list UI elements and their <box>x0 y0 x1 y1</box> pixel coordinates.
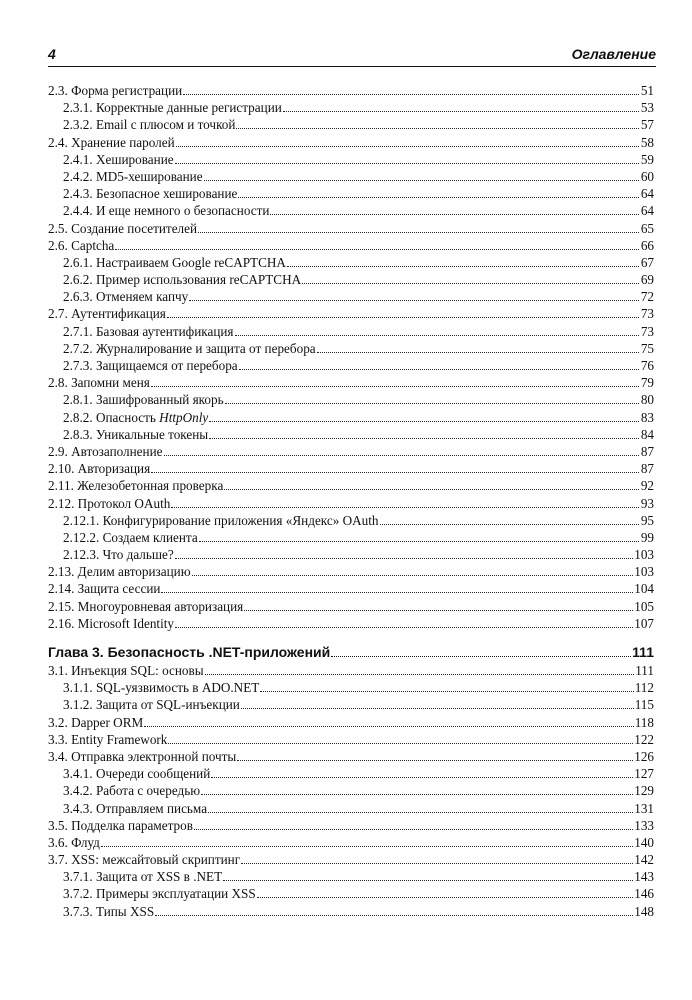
toc-page-number: 111 <box>632 644 654 660</box>
toc-entry-title: 2.7. Аутентификация <box>48 306 166 322</box>
dot-leader <box>183 93 639 95</box>
toc-entry-row <box>48 662 654 679</box>
toc-entry-title: 2.6.1. Настраиваем Google reCAPTCHA <box>63 254 286 270</box>
toc-entry-row <box>48 800 654 817</box>
toc-page-number: 53 <box>640 100 654 116</box>
table-of-contents <box>48 82 654 920</box>
dot-leader <box>260 690 633 692</box>
toc-entry-title: 3.1.2. Защита от SQL-инъекции <box>63 697 240 713</box>
toc-entry-row <box>48 374 654 391</box>
dot-leader <box>115 248 639 250</box>
dot-leader <box>164 454 639 456</box>
dot-leader <box>101 845 633 847</box>
toc-entry-row <box>48 271 654 288</box>
toc-entry-title: 2.3. Форма регистрации <box>48 83 183 98</box>
toc-entry-title: 2.14. Защита сессии <box>48 581 161 597</box>
toc-entry-title: 2.7.1. Базовая аутентификация <box>63 323 234 339</box>
toc-page-number: 103 <box>634 547 654 563</box>
toc-entry-title: 3.4.3. Отправляем письма <box>63 800 208 816</box>
dot-leader <box>331 655 631 657</box>
toc-page-number: 80 <box>640 392 654 408</box>
toc-entry-title: 2.5. Создание посетителей <box>48 220 198 236</box>
toc-page-number: 60 <box>640 168 654 184</box>
toc-entry-row <box>48 615 654 632</box>
toc-entry-title: Глава 3. Безопасность .NET-приложений <box>48 644 331 660</box>
toc-entry-row <box>48 82 654 99</box>
toc-entry-row <box>48 323 654 340</box>
dot-leader <box>205 673 635 675</box>
toc-entry-row <box>48 288 654 305</box>
dot-leader <box>224 488 639 490</box>
toc-page-number: 59 <box>640 151 654 167</box>
toc-entry-title: 2.10. Авторизация <box>48 461 151 477</box>
toc-chapter-row <box>48 642 654 662</box>
toc-entry-title: 3.7. XSS: межсайтовый скриптинг <box>48 852 241 868</box>
toc-entry-title: 2.4.2. MD5-хеширование <box>63 168 203 184</box>
toc-entry-title: 3.2. Dapper ORM <box>48 714 144 730</box>
toc-page-number: 115 <box>634 697 654 713</box>
toc-entry-row <box>48 885 654 902</box>
dot-leader <box>244 609 633 611</box>
toc-entry-title: 3.6. Флуд <box>48 834 100 850</box>
dot-leader <box>167 316 639 318</box>
dot-leader <box>235 334 639 336</box>
dot-leader <box>225 402 639 404</box>
toc-entry-title: 2.3.1. Корректные данные регистрации <box>63 100 282 116</box>
toc-entry-title: 3.4.2. Работа с очередью <box>63 783 201 799</box>
toc-entry-row <box>48 168 654 185</box>
dot-leader <box>175 626 633 628</box>
toc-entry-title: 2.8. Запомни меня <box>48 375 150 391</box>
dot-leader <box>204 179 639 181</box>
toc-page-number: 87 <box>640 461 654 477</box>
toc-entry-row <box>48 237 654 254</box>
toc-entry-title: 3.1. Инъекция SQL: основы <box>48 663 204 678</box>
toc-page-number: 67 <box>640 254 654 270</box>
dot-leader <box>175 557 633 559</box>
toc-page-number: 95 <box>640 512 654 528</box>
dot-leader <box>171 506 639 508</box>
toc-entry-title: 2.16. Microsoft Identity <box>48 615 174 631</box>
toc-entry-row <box>48 598 654 615</box>
toc-page-number: 99 <box>640 529 654 545</box>
toc-page-number: 105 <box>634 598 654 614</box>
toc-page-number: 111 <box>635 663 654 678</box>
toc-entry-row <box>48 903 654 920</box>
toc-entry-row <box>48 580 654 597</box>
toc-entry-row <box>48 409 654 426</box>
toc-page-number: 92 <box>640 478 654 494</box>
toc-page-number: 51 <box>640 83 654 98</box>
toc-page-number: 148 <box>634 903 654 919</box>
toc-entry-title: 2.4. Хранение паролей <box>48 134 175 150</box>
toc-entry-title: 2.7.2. Журналирование и защита от перебора <box>63 340 316 356</box>
page-header <box>48 46 656 66</box>
toc-entry-row <box>48 765 654 782</box>
toc-page-number: 75 <box>640 340 654 356</box>
toc-entry-title: 2.12.1. Конфигурирование приложения «Яндекс» OAuth <box>63 512 379 528</box>
toc-page-number: 73 <box>640 306 654 322</box>
toc-page-number: 126 <box>634 748 654 764</box>
dot-leader <box>241 862 633 864</box>
toc-entry-row <box>48 460 654 477</box>
toc-entry-row <box>48 851 654 868</box>
toc-entry-title: 2.13. Делим авторизацию <box>48 564 191 580</box>
toc-entry-row <box>48 134 654 151</box>
toc-entry-row <box>48 116 654 133</box>
dot-leader <box>194 828 633 830</box>
toc-entry-title: 2.6.3. Отменяем капчу <box>63 289 189 305</box>
dot-leader <box>270 213 639 215</box>
dot-leader <box>283 110 639 112</box>
toc-page-number: 133 <box>634 817 654 833</box>
dot-leader <box>175 162 639 164</box>
toc-entry-title: 2.12.3. Что дальше? <box>63 547 174 563</box>
toc-entry-row <box>48 426 654 443</box>
dot-leader <box>239 368 639 370</box>
toc-page-number: 112 <box>634 680 654 696</box>
dot-leader <box>380 523 639 525</box>
toc-entry-row <box>48 202 654 219</box>
toc-page-number: 79 <box>640 375 654 391</box>
toc-page-number: 127 <box>634 766 654 782</box>
toc-page-number: 65 <box>640 220 654 236</box>
toc-entry-row <box>48 782 654 799</box>
toc-page-number: 142 <box>634 852 654 868</box>
toc-entry-title: 2.3.2. Email с плюсом и точкой <box>63 117 236 133</box>
toc-entry-title: 2.8.3. Уникальные токены <box>63 426 209 442</box>
header-rule <box>48 66 656 67</box>
dot-leader <box>237 759 633 761</box>
toc-entry-row <box>48 529 654 546</box>
dot-leader <box>209 420 639 422</box>
dot-leader <box>302 282 639 284</box>
toc-entry-row <box>48 512 654 529</box>
dot-leader <box>189 299 639 301</box>
page-number: 4 <box>48 46 56 62</box>
dot-leader <box>287 265 639 267</box>
dot-leader <box>238 196 639 198</box>
toc-page-number: 64 <box>640 203 654 219</box>
toc-page-number: 143 <box>634 869 654 885</box>
toc-page-number: 76 <box>640 358 654 373</box>
dot-leader <box>208 811 633 813</box>
toc-page-number: 140 <box>634 834 654 850</box>
toc-entry-row <box>48 391 654 408</box>
dot-leader <box>155 914 633 916</box>
dot-leader <box>317 351 639 353</box>
dot-leader <box>192 574 634 576</box>
toc-entry-title: 2.12. Протокол OAuth <box>48 495 171 511</box>
toc-page-number: 103 <box>634 564 654 580</box>
toc-page-number: 122 <box>634 731 654 747</box>
dot-leader <box>201 793 633 795</box>
toc-page-number: 87 <box>640 443 654 459</box>
dot-leader <box>151 471 639 473</box>
toc-page-number: 69 <box>640 272 654 288</box>
toc-entry-title: 3.5. Подделка параметров <box>48 817 193 833</box>
dot-leader <box>223 879 633 881</box>
dot-leader <box>151 385 639 387</box>
toc-entry-row <box>48 679 654 696</box>
toc-entry-row <box>48 868 654 885</box>
dot-leader <box>209 437 639 439</box>
toc-entry-title: 2.4.1. Хеширование <box>63 151 174 167</box>
toc-entry-title: 2.8.1. Зашифрованный якорь <box>63 392 224 408</box>
toc-entry-row <box>48 357 654 374</box>
toc-entry-title: 2.4.4. И еще немного о безопасности <box>63 203 270 219</box>
toc-page-number: 129 <box>634 783 654 799</box>
running-title: Оглавление <box>571 46 656 62</box>
toc-entry-row <box>48 254 654 271</box>
dot-leader <box>257 896 634 898</box>
toc-entry-row <box>48 563 654 580</box>
toc-page-number: 57 <box>640 117 654 133</box>
dot-leader <box>144 725 633 727</box>
toc-entry-title: 3.1.1. SQL-уязвимость в ADO.NET <box>63 680 260 696</box>
toc-entry-row <box>48 546 654 563</box>
toc-entry-title: 2.7.3. Защищаемся от перебора <box>63 358 238 373</box>
toc-page-number: 58 <box>640 134 654 150</box>
toc-entry-title: 2.15. Многоуровневая авторизация <box>48 598 244 614</box>
toc-entry-title: 2.11. Железобетонная проверка <box>48 478 224 494</box>
toc-page-number: 83 <box>640 409 654 425</box>
toc-entry-title: 3.3. Entity Framework <box>48 731 168 747</box>
toc-entry-row <box>48 696 654 713</box>
toc-entry-row <box>48 305 654 322</box>
toc-page-number: 84 <box>640 426 654 442</box>
toc-entry-title: 2.6. Captcha <box>48 237 115 253</box>
toc-entry-row <box>48 340 654 357</box>
toc-entry-title: 3.7.2. Примеры эксплуатации XSS <box>63 886 256 902</box>
toc-entry-row <box>48 834 654 851</box>
dot-leader <box>168 742 633 744</box>
toc-entry-title: 3.4. Отправка электронной почты <box>48 748 237 764</box>
toc-page-number: 66 <box>640 237 654 253</box>
toc-page-number: 107 <box>634 615 654 631</box>
dot-leader <box>198 231 639 233</box>
toc-page-number: 93 <box>640 495 654 511</box>
toc-entry-title: 2.4.3. Безопасное хеширование <box>63 186 238 202</box>
toc-entry-title: 3.7.1. Защита от XSS в .NET <box>63 869 223 885</box>
toc-entry-title: 3.7.3. Типы XSS <box>63 903 155 919</box>
toc-entry-row <box>48 185 654 202</box>
toc-page-number: 118 <box>634 714 654 730</box>
dot-leader <box>176 145 639 147</box>
toc-entry-row <box>48 151 654 168</box>
toc-entry-title: 2.12.2. Создаем клиента <box>63 529 198 545</box>
toc-entry-row <box>48 495 654 512</box>
dot-leader <box>161 591 633 593</box>
dot-leader <box>199 540 639 542</box>
toc-entry-row <box>48 748 654 765</box>
toc-page-number: 73 <box>640 323 654 339</box>
toc-page-number: 131 <box>634 800 654 816</box>
toc-page-number: 64 <box>640 186 654 202</box>
toc-entry-title: 3.4.1. Очереди сообщений <box>63 766 211 782</box>
toc-entry-row <box>48 817 654 834</box>
toc-entry-row <box>48 477 654 494</box>
dot-leader <box>241 707 634 709</box>
toc-entry-row <box>48 731 654 748</box>
toc-entry-title: 2.6.2. Пример использования reCAPTCHA <box>63 272 302 288</box>
toc-entry-title: 2.8.2. Опасность HttpOnly <box>63 409 209 425</box>
toc-entry-row <box>48 443 654 460</box>
toc-entry-row <box>48 99 654 116</box>
dot-leader <box>236 127 639 129</box>
toc-entry-title: 2.9. Автозаполнение <box>48 443 163 459</box>
toc-page-number: 104 <box>634 581 654 597</box>
toc-entry-row <box>48 220 654 237</box>
toc-page-number: 146 <box>634 886 654 902</box>
toc-entry-row <box>48 714 654 731</box>
dot-leader <box>211 776 633 778</box>
toc-page-number: 72 <box>640 289 654 305</box>
